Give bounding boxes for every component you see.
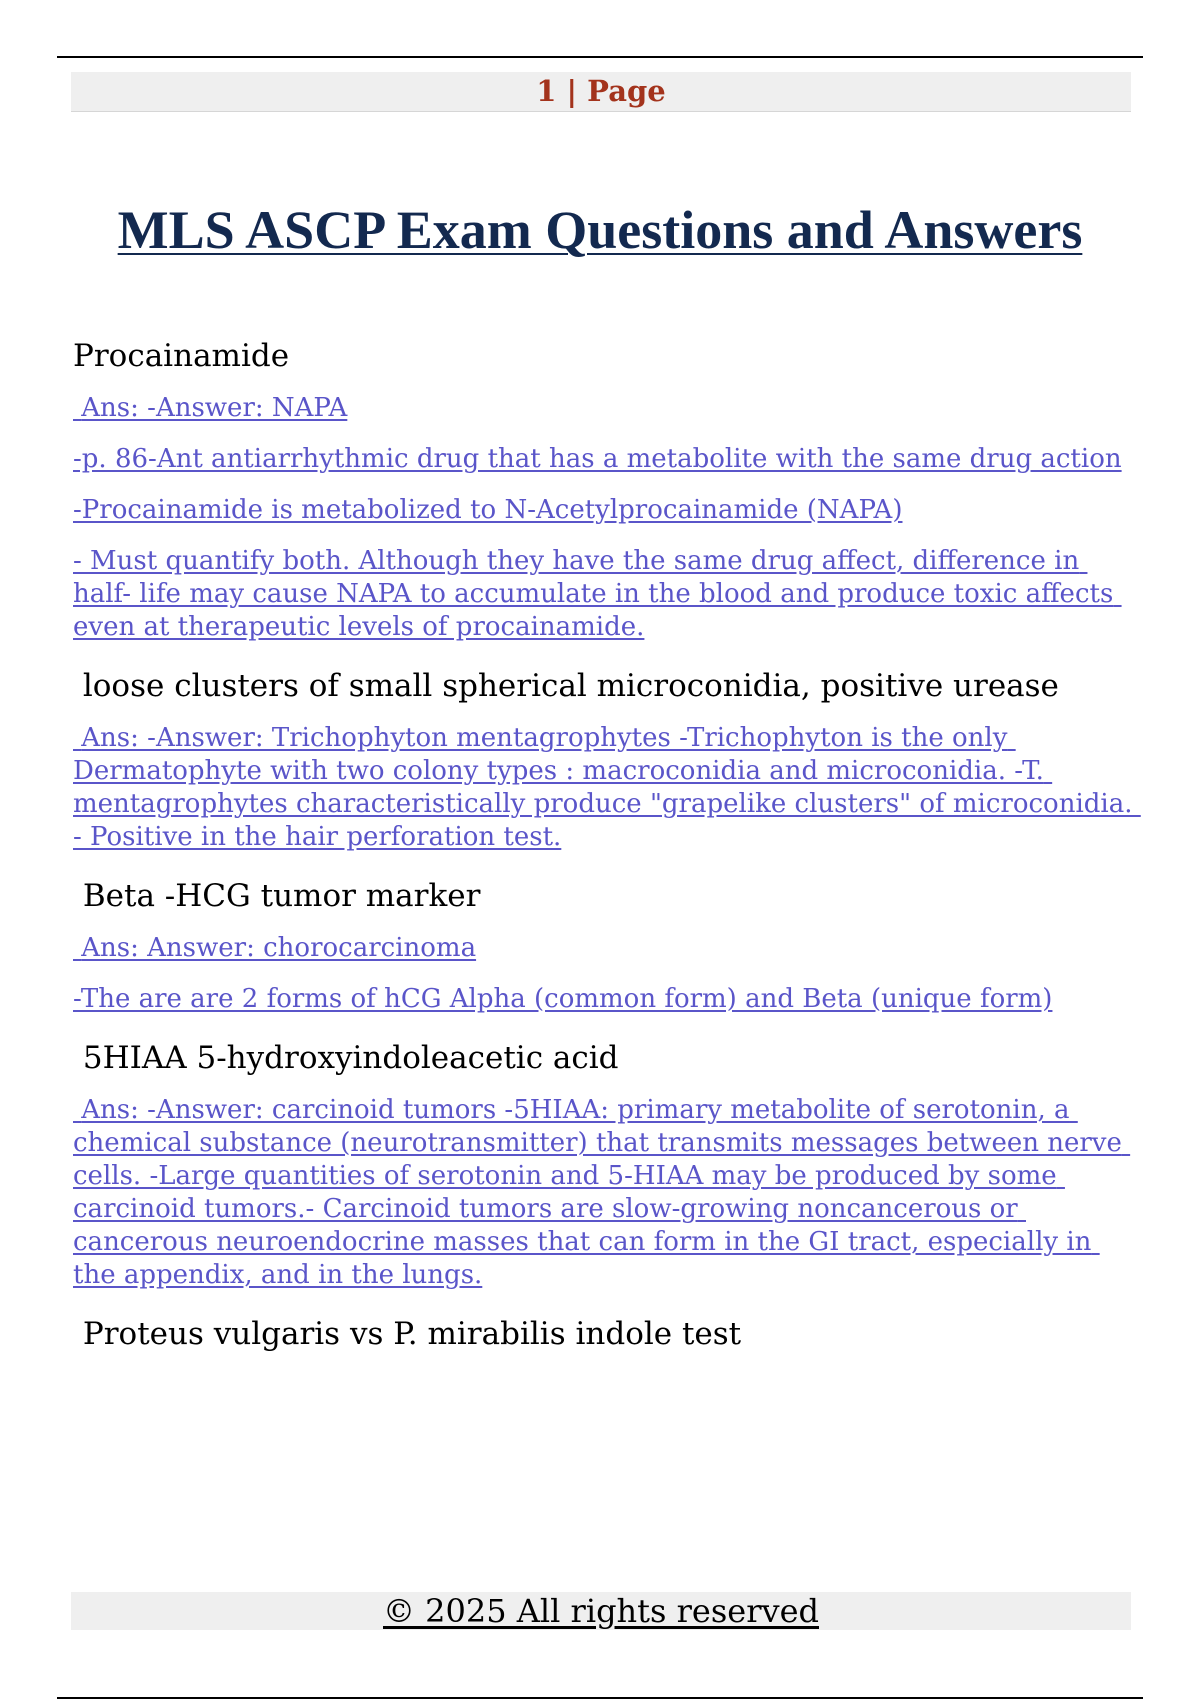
page-footer — [71, 1592, 1131, 1630]
copyright-notice: © 2025 All rights reserved — [383, 1592, 819, 1630]
question-text: loose clusters of small spherical microconidia, positive urease — [73, 668, 1059, 704]
qa-item — [73, 336, 1133, 644]
question-text: Proteus vulgaris vs P. mirabilis indole test — [73, 1316, 742, 1352]
document-title-text: MLS ASCP Exam Questions and Answers — [117, 200, 1083, 260]
answer-link[interactable]: - Must quantify both. Although they have the same drug affect, difference in half- life may cause NAPA to accumulate in the blood and produce toxic affects even at therapeutic levels of procainamide. — [73, 546, 1122, 642]
page-number-label: 1 | Page — [536, 74, 666, 108]
answer-link[interactable]: Ans: -Answer: Trichophyton mentagrophytes -Trichophyton is the only Dermatophyte with two colony types : macroconidia and microconidia. -T. mentagrophytes characteristically produce "grapelike clusters" of microconidia. - Positive in the hair perforation test. — [73, 723, 1141, 852]
answer-link[interactable]: Ans: Answer: chorocarcinoma — [73, 933, 477, 963]
qa-item — [73, 876, 1133, 1016]
answer-link[interactable]: Ans: -Answer: NAPA — [73, 393, 348, 423]
bottom-rule — [57, 1697, 1143, 1699]
answer-link[interactable]: -Procainamide is metabolized to N-Acetylprocainamide (NAPA) — [73, 495, 903, 525]
question-text: Procainamide — [73, 338, 290, 374]
answer-link[interactable]: -p. 86-Ant antiarrhythmic drug that has a metabolite with the same drug action — [73, 444, 1122, 474]
qa-list — [73, 336, 1141, 1370]
qa-item — [73, 666, 1141, 854]
qa-item — [73, 1038, 1133, 1292]
page-header — [71, 72, 1131, 112]
qa-item — [73, 1314, 1133, 1354]
question-text: Beta -HCG tumor marker — [73, 878, 481, 914]
question-text: 5HIAA 5-hydroxyindoleacetic acid — [73, 1040, 619, 1076]
answer-link[interactable]: Ans: -Answer: carcinoid tumors -5HIAA: primary metabolite of serotonin, a chemical substance (neurotransmitter) that transmits messages between nerve cells. -Large quantities of serotonin and 5-HIAA may be produced by some carcinoid tumors.- Carcinoid tumors are slow-growing noncancerous or cancerous neuroendocrine masses that can form in the GI tract, especially in the appendix, and in the lungs. — [73, 1095, 1131, 1290]
document-title — [0, 198, 1200, 262]
top-rule — [57, 56, 1143, 58]
answer-link[interactable]: -The are are 2 forms of hCG Alpha (common form) and Beta (unique form) — [73, 984, 1053, 1014]
